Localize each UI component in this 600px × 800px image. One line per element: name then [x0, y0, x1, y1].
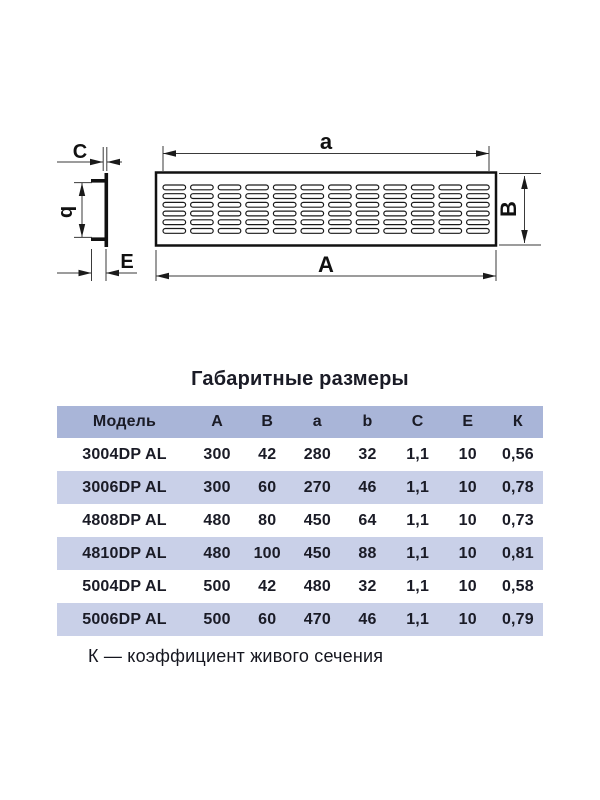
label-E: E — [120, 251, 134, 273]
cell-b: 88 — [358, 544, 377, 562]
dimension-E — [57, 249, 137, 281]
cell-b: 32 — [358, 445, 377, 463]
dimension-a — [163, 129, 489, 171]
dimension-B — [496, 174, 541, 246]
cell-C: 1,1 — [406, 445, 430, 463]
cell-A: 300 — [203, 445, 231, 463]
cell-a: 450 — [303, 511, 331, 529]
cell-K: 0,79 — [501, 610, 534, 628]
cell-E: 10 — [458, 445, 477, 463]
label-C: C — [72, 141, 88, 163]
cell-model: 3006DP AL — [82, 478, 167, 496]
label-a: a — [319, 129, 333, 154]
col-header-E: E — [462, 413, 474, 430]
cell-E: 10 — [458, 610, 477, 628]
table-row — [57, 504, 543, 537]
col-header-b: b — [362, 413, 373, 430]
cell-b: 32 — [358, 577, 377, 595]
cell-model: 3004DP AL — [82, 445, 167, 463]
technical-drawing — [0, 0, 600, 320]
dimension-C — [57, 141, 122, 171]
cell-B: 60 — [258, 610, 277, 628]
cell-C: 1,1 — [406, 610, 430, 628]
cell-b: 64 — [358, 511, 377, 529]
col-header-B: B — [261, 413, 274, 430]
cell-model: 4810DP AL — [82, 544, 167, 562]
cell-model: 4808DP AL — [82, 511, 167, 529]
cell-a: 470 — [303, 610, 331, 628]
cell-C: 1,1 — [406, 544, 430, 562]
cell-E: 10 — [458, 544, 477, 562]
cell-K: 0,81 — [501, 544, 534, 562]
label-b: b — [56, 205, 78, 219]
label-A: A — [318, 252, 334, 277]
table-row — [57, 603, 543, 636]
col-header-K: К — [512, 413, 523, 430]
col-header-A: A — [211, 413, 223, 430]
dimension-A — [156, 250, 496, 281]
cell-E: 10 — [458, 478, 477, 496]
cell-b: 46 — [358, 610, 377, 628]
dimensions-table — [57, 406, 543, 636]
cell-A: 500 — [203, 577, 231, 595]
col-header-C: C — [411, 413, 424, 430]
cell-E: 10 — [458, 577, 477, 595]
cell-C: 1,1 — [406, 478, 430, 496]
cell-A: 480 — [203, 544, 231, 562]
cell-B: 42 — [258, 445, 277, 463]
dimension-b — [56, 183, 92, 238]
cell-A: 300 — [203, 478, 231, 496]
table-header-row — [57, 406, 543, 438]
cell-B: 42 — [258, 577, 277, 595]
cell-b: 46 — [358, 478, 377, 496]
cell-A: 480 — [203, 511, 231, 529]
label-B: B — [496, 201, 521, 217]
cell-a: 480 — [303, 577, 331, 595]
col-header-a: a — [312, 413, 322, 430]
profile-side-view — [91, 173, 108, 247]
cell-K: 0,78 — [501, 478, 534, 496]
cell-a: 270 — [303, 478, 331, 496]
table-row — [57, 570, 543, 603]
table-row — [57, 537, 543, 570]
grille-front-view — [156, 173, 496, 246]
cell-model: 5006DP AL — [82, 610, 167, 628]
cell-E: 10 — [458, 511, 477, 529]
cell-a: 280 — [303, 445, 331, 463]
cell-a: 450 — [303, 544, 331, 562]
cell-K: 0,58 — [501, 577, 534, 595]
cell-B: 100 — [253, 544, 281, 562]
cell-C: 1,1 — [406, 511, 430, 529]
table-title: Габаритные размеры — [191, 368, 409, 390]
cell-K: 0,73 — [501, 511, 534, 529]
table-footnote: К — коэффициент живого сечения — [88, 646, 384, 666]
cell-B: 60 — [258, 478, 277, 496]
cell-K: 0,56 — [501, 445, 534, 463]
col-header-model: Модель — [92, 413, 157, 430]
cell-B: 80 — [258, 511, 277, 529]
cell-A: 500 — [203, 610, 231, 628]
cell-model: 5004DP AL — [82, 577, 167, 595]
table-row — [57, 438, 543, 471]
cell-C: 1,1 — [406, 577, 430, 595]
table-row — [57, 471, 543, 504]
